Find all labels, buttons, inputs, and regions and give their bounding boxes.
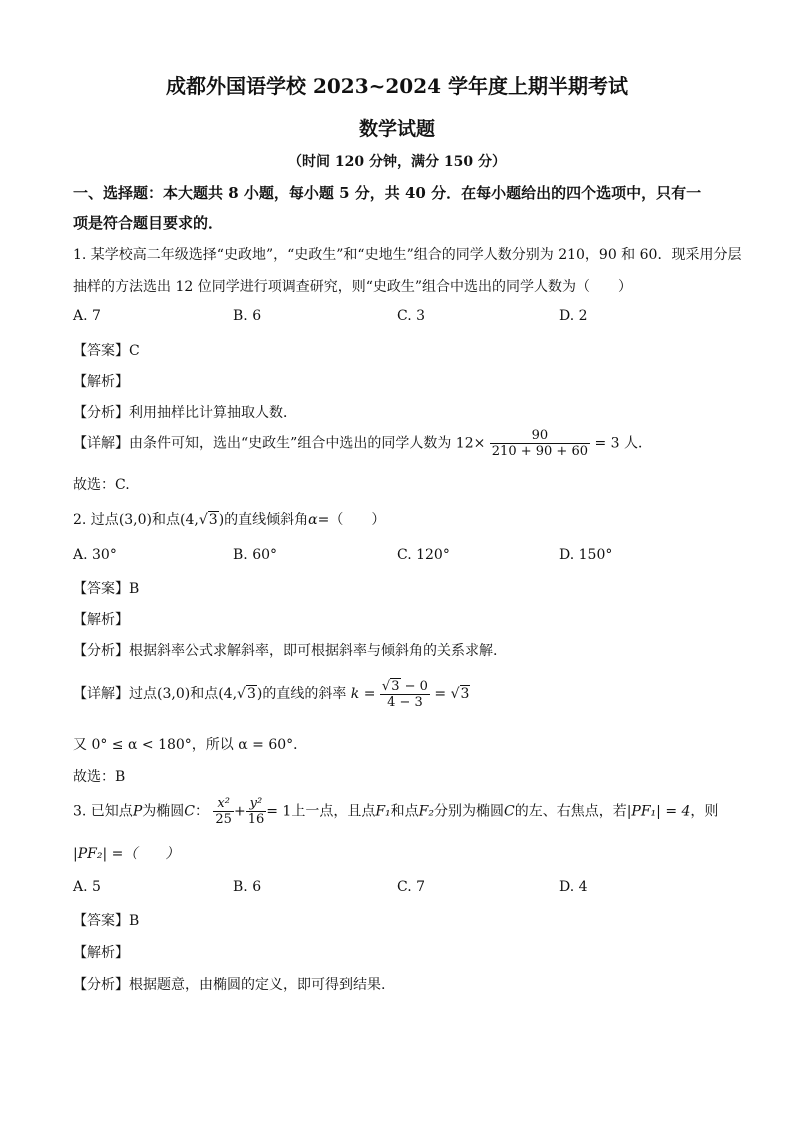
q3-F2: F₂ bbox=[418, 803, 434, 820]
q1-frac-num: 90 bbox=[531, 428, 549, 443]
q1-frac-den: 210 + 90 + 60 bbox=[491, 444, 588, 459]
q3-option-c: C. 7 bbox=[397, 879, 426, 895]
q2-fraction bbox=[380, 678, 430, 710]
q2-answer: 【答案】B bbox=[73, 581, 140, 597]
q2-option-a: A. 30° bbox=[73, 547, 117, 563]
q3-stem-line1 bbox=[73, 796, 718, 827]
q2-suffix2: =（ ） bbox=[317, 512, 386, 528]
q2-k: k bbox=[350, 686, 360, 702]
q3-analysis-label: 【解析】 bbox=[73, 945, 129, 961]
q1-fraction bbox=[490, 428, 590, 459]
q2-detail-point2-root: 3 bbox=[246, 686, 256, 702]
section-heading-line1: 一、选择题：本大题共 8 小题，每小题 5 分，共 40 分．在每小题给出的四个选项中，只有一 bbox=[73, 184, 702, 202]
q2-analysis-label: 【解析】 bbox=[73, 612, 129, 628]
q2-detail-point2-post: ) bbox=[256, 686, 263, 702]
q2-alpha: α bbox=[308, 512, 318, 528]
q3-option-d: D. 4 bbox=[559, 879, 588, 895]
q2-prefix: 2. 过点 bbox=[73, 512, 119, 528]
q2-option-c: C. 120° bbox=[397, 547, 450, 563]
q2-frac-num-root: 3 bbox=[391, 679, 400, 694]
q3-stem-line2 bbox=[73, 843, 179, 863]
q1-option-c: C. 3 bbox=[397, 308, 426, 324]
q3-y2: y² bbox=[249, 796, 263, 811]
q2-frac-num: √3 − 0 bbox=[381, 679, 428, 694]
q1-analysis-label: 【解析】 bbox=[73, 374, 129, 390]
q1-option-d: D. 2 bbox=[559, 308, 588, 324]
q3-abs1: |PF₁| = 4 bbox=[626, 803, 691, 820]
q3-and: 和点 bbox=[390, 803, 419, 820]
q3-option-b: B. 6 bbox=[233, 879, 262, 895]
q1-detail-prefix: 【详解】由条件可知，选出“史政生”组合中选出的同学人数为 bbox=[73, 435, 452, 452]
subject-title: 数学试题 bbox=[358, 118, 435, 140]
q2-option-d: D. 150° bbox=[559, 547, 613, 563]
q2-detail-and: 和点 bbox=[190, 686, 219, 702]
q3-then: ，则 bbox=[690, 803, 719, 820]
q2-eq2: = bbox=[434, 686, 447, 702]
q3-abs2: |PF₂| =（ ） bbox=[73, 846, 180, 862]
q2-detail-point1: (3,0) bbox=[157, 686, 191, 702]
q3-fenxi: 【分析】根据题意，由椭圆的定义，即可得到结果. bbox=[73, 977, 386, 993]
q1-detail bbox=[73, 428, 652, 459]
q2-detail-prefix: 【详解】过点 bbox=[73, 686, 157, 702]
q3-rest: 分别为椭圆 bbox=[433, 803, 504, 820]
q1-conclusion: 故选：C. bbox=[73, 477, 130, 493]
q3-x2: x² bbox=[217, 796, 230, 811]
q2-frac-num-tail: − 0 bbox=[400, 679, 428, 694]
q3-eq1: = 1 bbox=[266, 803, 292, 820]
q2-suffix: 的直线倾斜角 bbox=[224, 512, 309, 528]
exam-info: （时间 120 分钟，满分 150 分） bbox=[288, 154, 506, 170]
q1-stem-line2: 抽样的方法选出 12 位同学进行项调查研究，则“史政生”组合中选出的同学人数为（ ） bbox=[73, 279, 633, 295]
q2-conclusion: 故选：B bbox=[73, 769, 126, 785]
q1-answer: 【答案】C bbox=[73, 343, 140, 359]
q2-eq1: = bbox=[363, 686, 376, 702]
q1-fenxi: 【分析】利用抽样比计算抽取人数． bbox=[73, 405, 297, 421]
q3-P: P bbox=[132, 803, 143, 820]
q2-option-b: B. 60° bbox=[233, 547, 278, 563]
q2-range-line: 又 0° ≤ α < 180°，所以 α = 60°． bbox=[73, 737, 308, 753]
q3-frac-y bbox=[246, 796, 267, 827]
q2-result-root: 3 bbox=[460, 686, 470, 702]
q3-plus: + bbox=[233, 803, 246, 820]
q3-d25: 25 bbox=[215, 812, 232, 827]
q3-is-ellipse: 为椭圆 bbox=[142, 803, 185, 820]
q2-point2-pre: (4, bbox=[180, 512, 199, 528]
q2-frac-den: 4 − 3 bbox=[380, 694, 430, 710]
q1-stem-line1: 1. 某学校高二年级选择“史政地”，“史政生”和“史地生”组合的同学人数分别为 210，90 和 60．现采用分层 bbox=[73, 247, 742, 263]
page-title: 成都外国语学校 2023~2024 学年度上期半期考试 bbox=[165, 74, 628, 98]
q1-option-a: A. 7 bbox=[73, 308, 101, 324]
q3-colon: ： bbox=[194, 803, 209, 820]
q2-point2-root: 3 bbox=[208, 512, 218, 528]
q2-detail-point2-pre: (4, bbox=[218, 686, 238, 702]
q3-mid: 上一点，且点 bbox=[291, 803, 376, 820]
q3-F1: F₁ bbox=[375, 803, 391, 820]
q2-stem: 2. 过点(3,0)和点(4,√3)的直线倾斜角α=（ ） bbox=[73, 512, 386, 528]
q3-C: C bbox=[184, 803, 195, 820]
q3-frac-x bbox=[213, 796, 234, 827]
q1-option-b: B. 6 bbox=[233, 308, 262, 324]
q2-point2-post: ) bbox=[218, 512, 225, 528]
q3-rest2: 的左、右焦点，若 bbox=[514, 803, 627, 820]
q3-answer: 【答案】B bbox=[73, 913, 140, 929]
q2-point1: (3,0) bbox=[118, 512, 153, 528]
q3-C2: C bbox=[503, 803, 515, 820]
q1-detail-lead: 12× bbox=[455, 435, 486, 452]
q1-detail-tail: = 3 人． bbox=[594, 435, 652, 452]
q3-prefix: 3. 已知点 bbox=[73, 803, 133, 820]
q2-detail: 【详解】过点(3,0)和点(4,√3)的直线的斜率 k = $\frac{√3 - 0}{4 - 3}$ = √3 bbox=[73, 679, 470, 710]
q2-mid: 和点 bbox=[152, 512, 181, 528]
q3-d16: 16 bbox=[247, 812, 265, 827]
section-heading-line2: 项是符合题目要求的． bbox=[73, 214, 224, 232]
q2-fenxi: 【分析】根据斜率公式求解斜率，即可根据斜率与倾斜角的关系求解. bbox=[73, 643, 498, 659]
q3-option-a: A. 5 bbox=[73, 879, 101, 895]
q2-detail-mid: 的直线的斜率 bbox=[262, 686, 347, 702]
